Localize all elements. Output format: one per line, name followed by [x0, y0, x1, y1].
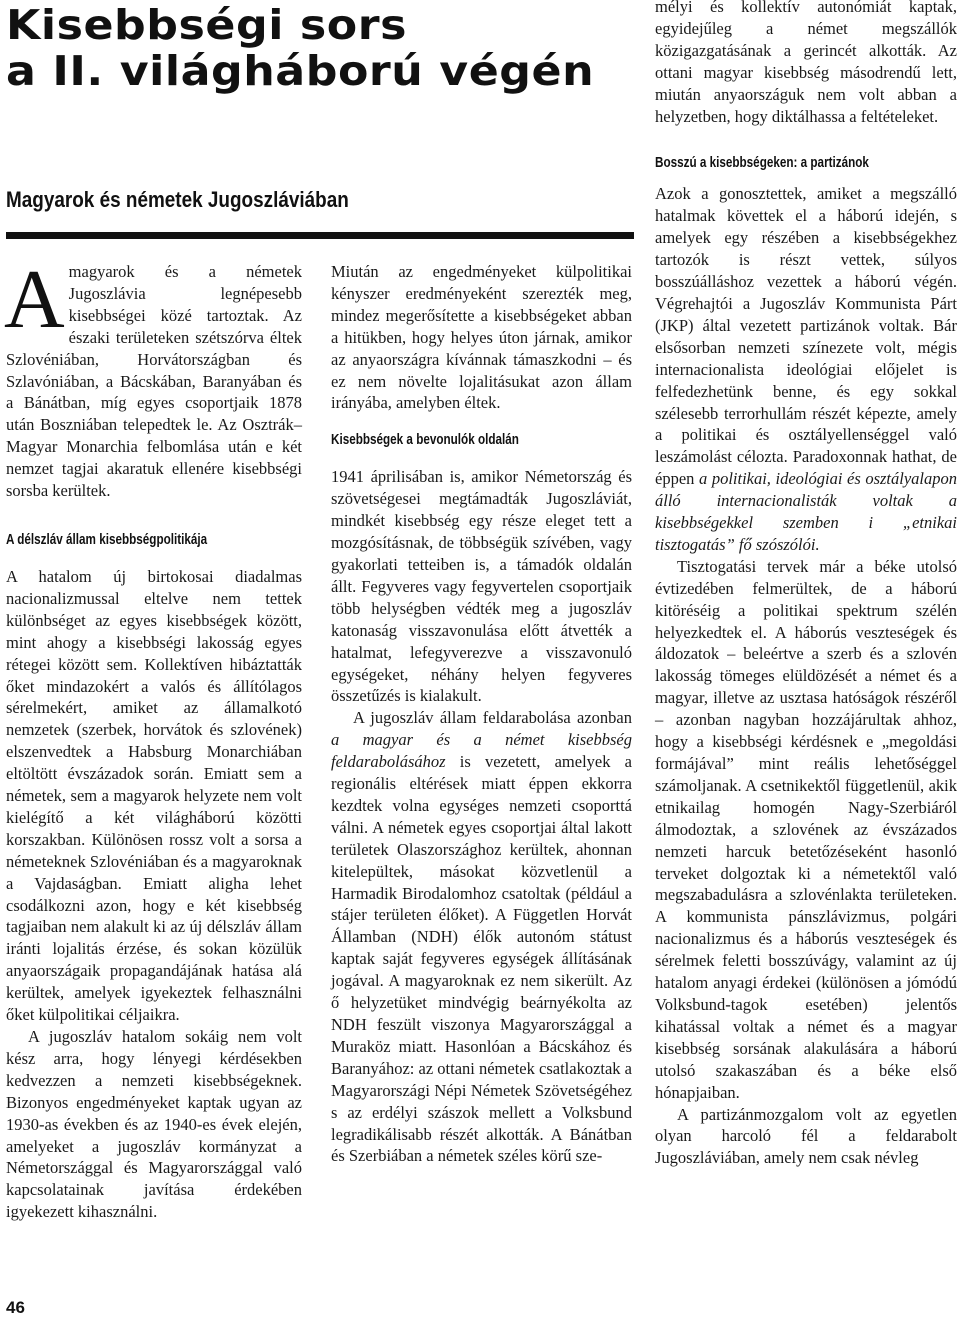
title-line-1: Kisebbségi sors — [6, 1, 408, 49]
col2-paragraph-3 — [331, 707, 632, 1167]
col2-p3-start: A jugoszláv állam feldarabolása azonban — [353, 708, 632, 728]
col1-paragraph-2: A jugoszláv hatalom sokáig nem volt kész arra, hogy lényegi kérdésekben kedvezzen a nemzeti kisebbségeknek. Bizonyos engedményeket kaptak ugyan az 1930-as években és az 1940-es évek elején, amelyeket a jugoszláv kormányzat a Németországgal és Magyarországgal való kapcsolatainak javítása érdekében igyekezett kihasználni. — [6, 1027, 302, 1222]
col3-p1-emphasis: a politikai, ideológiai és osztályalapon álló internacionalisták voltak a kisebbségekkel szemben i „etnikai tisztogatás” fő szószólói. — [655, 469, 957, 554]
subheading-state-policy: A délszláv állam kisebbségpolitikája — [6, 530, 208, 548]
section-rule — [6, 232, 634, 239]
column-3 — [655, 0, 957, 1169]
column-1 — [4, 253, 302, 1223]
column-2 — [331, 261, 632, 1167]
article-title — [6, 2, 594, 94]
col3-p1-start: Azok a gonosztettek, amiket a megszálló hatalmak követtek el a háború idején, s amelyek egy részében a kisebbségekhez tartozók is részt vettek, súlyos bosszúálláshoz vezettek a háború végén. Végrehajtói a Jugoszláv Kommunista Párt (JKP) által vezetett partizánok voltak. Bár elsősorban nemzeti színezete volt, mégis internacionalista ideológiai előjelet is felfedezhetünk benne, és egy sokkal szélesebb terrorhullám részét képezte, amely a politikai és osztályellenséggel való leszámolást célozta. Paradoxonnak hathat, de éppen — [655, 184, 957, 489]
title-line-2: a II. világháború végén — [6, 47, 595, 95]
col2-paragraph-2: 1941 áprilisában is, amikor Németország és szövetségesei megtámadták Jugoszláviát, mindkét kisebbség egy része eleget tett a mozgósításnak, de többségük szívében, vagy gyakorlati tetteiben is, a támadók oldalán állt. Fegyveres vagy fegyvertelen csoportjaik több helységben védték meg a jugoszláv katonaság visszavonulása előtt átvették a hatalmat, lefegyverezve a visszavonuló egységeket, néhány helyen fegyveres összetűzés is kialakult. — [331, 467, 632, 706]
col1-paragraph-1: A hatalom új birtokosai diadalmas nacionalizmussal eltelve nem tettek különbséget az egyes kisebbségek között, mint ahogy a kisebbségi lakosság egyes rétegei között sem. Kollektíven hibáztatták őket mindazokért a valós és állítólagos sérelmekért, amiket az államalkotó nemzetek (szerbek, horvátok és szlovének) elszenvedtek a Habsburg Monarchiában eltöltött évszázadok során. Emiatt sem a németek, sem a magyarok helyzete nem volt kielégítő a két világháború közötti korszakban. Különösen rossz volt a sorsa a németeknek Szlovéniában és a magyaroknak a Vajdaságban. Emiatt aligha lehet csodálkozni azon, hogy e két kisebbség tagjaiban nem alakult ki az új délszláv állam iránti lojalitás érzése, és sokan közülük anyaországaik propagandájának hatása alá kerültek, amelyek igyekeztek felhasználni őket külpolitikai céljaikra. — [6, 566, 302, 1025]
subheading-minorities: Kisebbségek a bevonulók oldalán — [331, 431, 519, 449]
section-title: Magyarok és németek Jugoszláviában — [6, 187, 349, 212]
page-number: 46 — [6, 1298, 25, 1317]
col3-paragraph-0: mélyi és kollektív autonómiát kaptak, egyidejűleg a német megszállók közigazgatásának a gerincét alkották. Az ottani magyar kisebbség másodrendű lett, miután anyaországuk nem volt abban a helyzetben, hogy diktálhassa a feltételeket. — [655, 0, 957, 126]
col2-paragraph-1: Miután az engedményeket külpolitikai kényszer eredményeként szerezték meg, mindez megerősítette a kisebbségeket abban a hitükben, hogy helyes úton járnak, amikor az anyaországra kívánnak támaszkodni – és ez nem növelte lojalitásukat azon állam irányába, amelyben éltek. — [331, 262, 632, 413]
col3-paragraph-1 — [655, 183, 957, 555]
drop-cap: A — [4, 253, 65, 346]
intro-text: magyarok és a németek Jugoszlávia legnépesebb kisebbségei közé tartoztak. Az északi területeken szétszórva éltek Szlovéniában, Horvátországban és Szlavóniában, a Bácskában, Baranyában és a Bánátban, míg egyes csoportjaik 1878 után Boszniában telepedtek le. Az Osztrák–Magyar Monarchia felbomlása után e két nemzet tagjai akaratuk ellenére kisebbségi sorsba kerültek. — [6, 262, 302, 501]
subheading-partisans: Bosszú a kisebbségeken: a partizánok — [655, 154, 869, 172]
col3-paragraph-3: A partizánmozgalom volt az egyetlen olyan harcoló fél a feldarabolt Jugoszláviában, amely nem csak névleg — [655, 1104, 957, 1168]
intro-paragraph — [4, 253, 302, 502]
col2-p3-emphasis: a magyar és a német kisebbség feldarabolásához — [331, 730, 632, 772]
col3-paragraph-2: Tisztogatási tervek már a béke utolsó évtizedében felmerültek, de a háború kitöréséig a politikai spektrum szélén helyezkedtek el. A háborús veszteségek és áldozatok – beleértve a szerb és a szlovén lakosság tömeges elüldözését a német és a magyar, illetve az usztasa hatóságok részéről – azonban nagyban hozzájárultak ahhoz, hogy a kisebbségi kérdésnek e „megoldási formájával” mint reális lehetőséggel számoljanak. A csetnikektől függetlenül, akik etnikailag homogén Nagy-Szerbiáról álmodoztak, a szlovének az évszázados nemzeti harcuk betetőzéseként hasonló terveket dolgoztak ki a németektől való megszabadulásra a szlovénlakta területeken. A kommunista pánszlávizmus, polgári nacionalizmus és a háborús veszteségek és sérelmek feletti bosszúvágy, valamint az új hatalom anyagi érdekei (különösen a jómódú Volksbund-tagok esetében) jelentős kihatással voltak a német és a magyar kisebbség sorsának alakulására a háború utolsó szakaszában és a béke első hónapjaiban. — [655, 556, 957, 1102]
col2-p3-end: is vezetett, amelyek a regionális eltérések miatt éppen ekkorra kezdtek volna egységes nemzeti csoporttá válni. A németek egyes csoportjai által lakott területek Olaszországhoz kerültek, ahonnan kitelepültek, másokat közvetlenül a Harmadik Birodalomhoz csatoltak (például a stájer területen élőket). A Független Horvát Államban (NDH) élők autonóm státust kaptak saját fegyveres egységek állításának jogával. A magyaroknak ez nem sikerült. Az ő helyzetüket mindvégig beárnyékolta az NDH feszült viszonya Magyarországgal a Muraköz miatt. Hasonlóan a Bácskához és Baranyához: az ottani németek csatlakoztak a Magyarországi Népi Németek Szövetségéhez s az erdélyi szászok mellett a Volksbund legradikálisabb részét alkották. A Bánátban és Szerbiában a németek széles körű sze- — [331, 752, 632, 1166]
